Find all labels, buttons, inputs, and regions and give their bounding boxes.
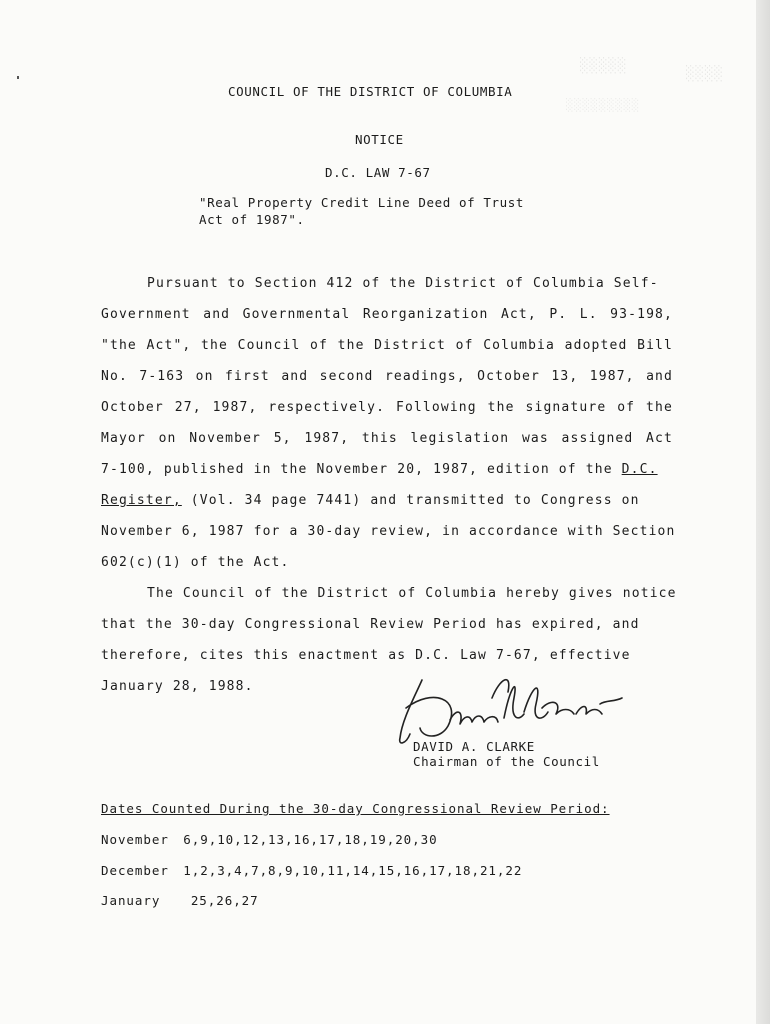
paragraph-text: (Vol. 34 page 7441) and transmitted to Congress on	[190, 493, 640, 508]
paragraph-line: January 28, 1988.	[101, 679, 254, 694]
paragraph-line: The Council of the District of Columbia hereby gives notice	[147, 586, 677, 601]
paragraph-line: Government and Governmental Reorganization Act, P. L. 93-198,	[101, 307, 673, 322]
bleed-through-stamp: ░░░░░	[580, 58, 628, 74]
scan-speck	[17, 76, 19, 79]
paragraph-line: October 27, 1987, respectively. Following the signature of the	[101, 400, 673, 415]
month-label: January	[101, 893, 161, 908]
law-number: D.C. LAW 7-67	[325, 165, 431, 180]
day-list: 1,2,3,4,7,8,9,10,11,14,15,16,17,18,21,22	[183, 863, 523, 878]
bleed-through-stamp: ░░░░░░░░░	[566, 98, 641, 112]
act-title-line-1: "Real Property Credit Line Deed of Trust	[199, 195, 525, 210]
paragraph-line: "the Act", the Council of the District of Columbia adopted Bill	[101, 338, 673, 353]
register-label: Register,	[101, 493, 182, 508]
paragraph-text: 7-100, published in the November 20, 1987, edition of the	[101, 462, 613, 477]
paragraph-line: therefore, cites this enactment as D.C. Law 7-67, effective	[101, 648, 631, 663]
council-heading: COUNCIL OF THE DISTRICT OF COLUMBIA	[228, 84, 513, 99]
paragraph-line	[101, 493, 673, 508]
dc-register-label: D.C.	[621, 462, 658, 477]
scan-edge	[756, 0, 770, 1024]
paragraph-line: November 6, 1987 for a 30-day review, in accordance with Section	[101, 524, 676, 539]
notice-heading: NOTICE	[355, 132, 404, 147]
paragraph-line	[101, 462, 658, 477]
paragraph-line: Pursuant to Section 412 of the District of Columbia Self-	[147, 276, 659, 291]
dates-row	[101, 832, 438, 847]
paragraph-line: that the 30-day Congressional Review Period has expired, and	[101, 617, 640, 632]
act-title-line-2: Act of 1987".	[199, 212, 305, 227]
month-label: November	[101, 832, 169, 847]
handwritten-signature	[392, 668, 632, 748]
dates-row	[101, 893, 259, 908]
bleed-through-stamp: ░░░░	[686, 66, 724, 82]
paragraph-line: No. 7-163 on first and second readings, October 13, 1987, and	[101, 369, 673, 384]
month-label: December	[101, 863, 169, 878]
paragraph-line: Mayor on November 5, 1987, this legislation was assigned Act	[101, 431, 673, 446]
paragraph-line: 602(c)(1) of the Act.	[101, 555, 290, 570]
dates-counted-heading: Dates Counted During the 30-day Congressional Review Period:	[101, 801, 610, 816]
dates-row	[101, 863, 522, 878]
day-list: 6,9,10,12,13,16,17,18,19,20,30	[183, 832, 438, 847]
signatory-title: Chairman of the Council	[413, 754, 600, 769]
day-list: 25,26,27	[190, 893, 259, 908]
signatory-name: DAVID A. CLARKE	[413, 739, 535, 754]
